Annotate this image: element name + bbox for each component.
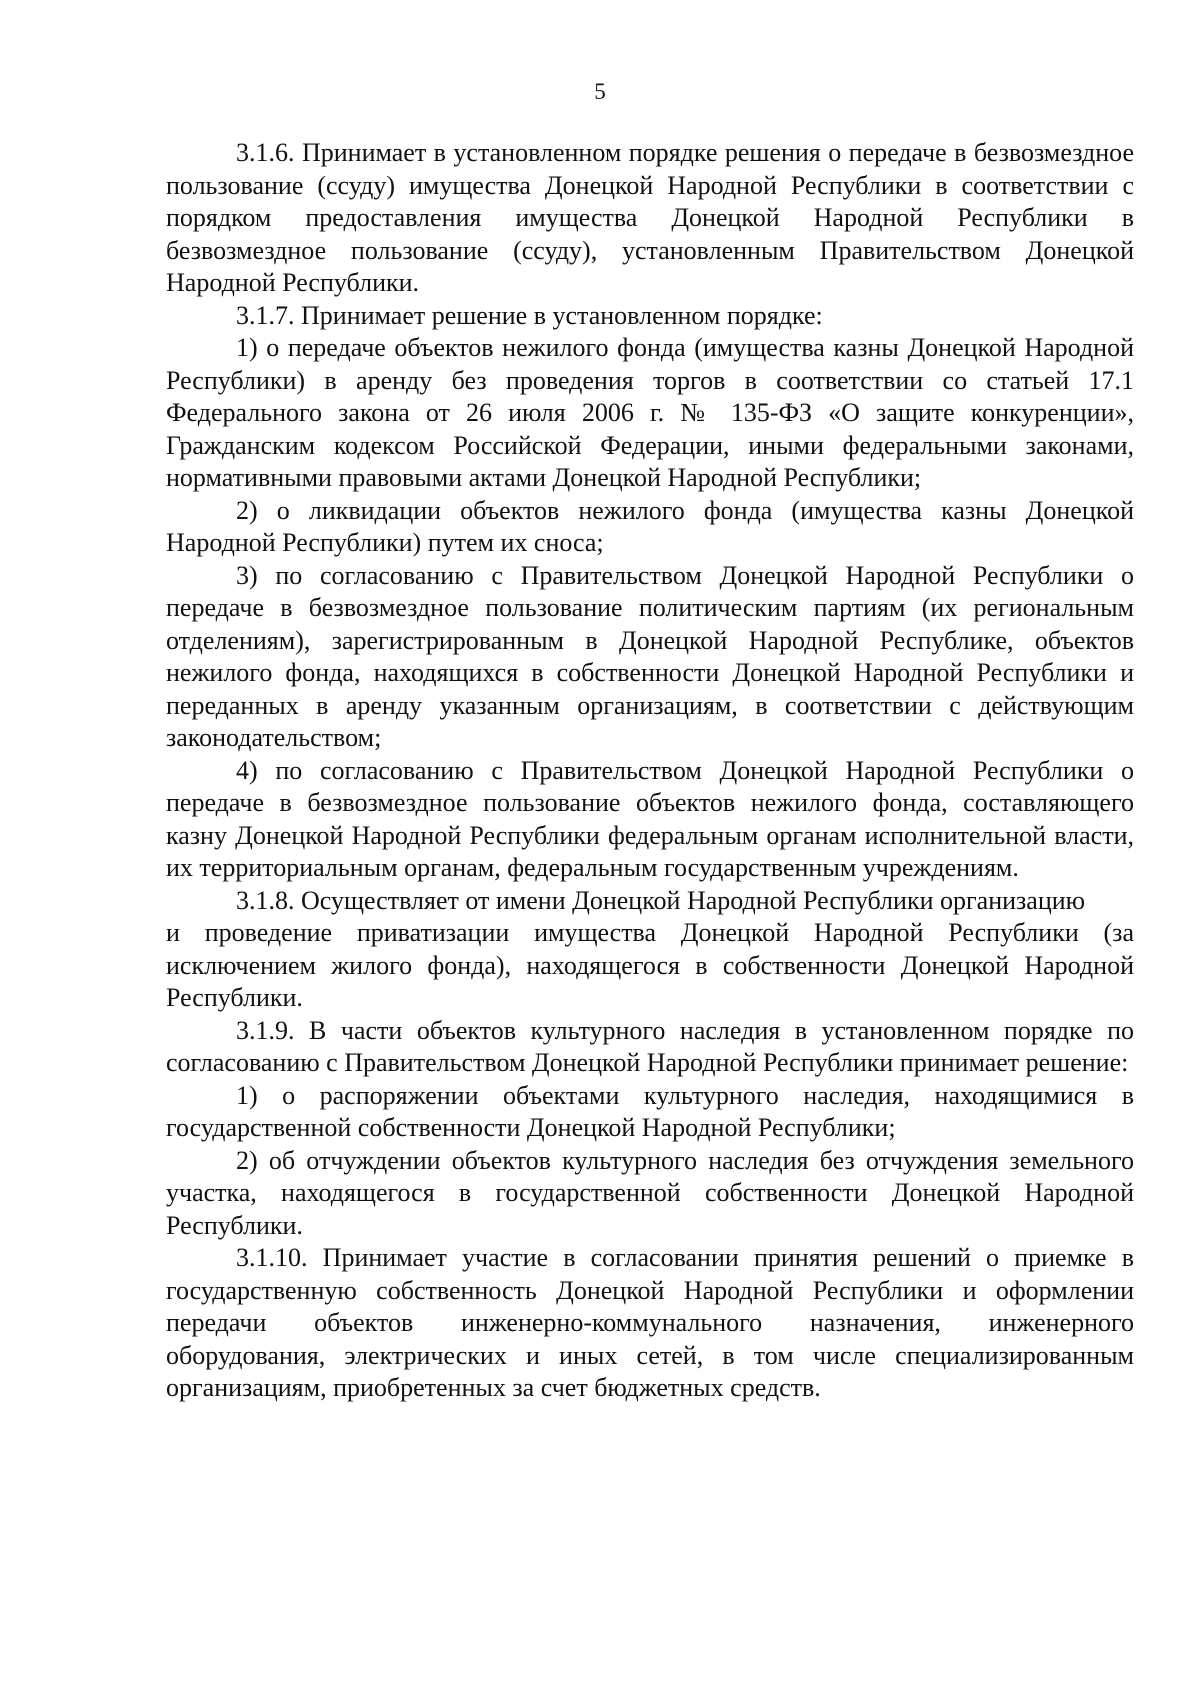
- page-number: 5: [594, 79, 606, 104]
- paragraph-3-1-8: 3.1.8. Осуществляет от имени Донецкой Народной Республики организацию: [236, 885, 1086, 915]
- document-body: [166, 137, 1134, 1405]
- paragraph-3-1-10: 3.1.10. Принимает участие в согласовании принятия решений о приемке в государственную собственность Донецкой Народной Республики и оформлении передачи объектов инженерно-коммунального назначения, инженерного оборудования, электрических и иных сетей, в том числе специализированным организациям, приобретенных за счет бюджетных средств.: [166, 1243, 1134, 1402]
- paragraph-3-1-7-item-2: 2) о ликвидации объектов нежилого фонда (имущества казны Донецкой Народной Республики) путем их сноса;: [166, 495, 1134, 557]
- paragraph-3-1-9: 3.1.9. В части объектов культурного наследия в установленном порядке по согласованию с Правительством Донецкой Народной Республики принимает решение:: [166, 1015, 1134, 1077]
- paragraph-3-1-9-item-1: 1) о распоряжении объектами культурного наследия, находящимися в государственной собственности Донецкой Народной Республики;: [166, 1080, 1134, 1142]
- paragraph-3-1-8-continued: и проведение приватизации имущества Донецкой Народной Республики (за исключением жилого фонда), находящегося в собственности Донецкой Народной Республики.: [166, 918, 1134, 1012]
- paragraph-3-1-9-item-2: 2) об отчуждении объектов культурного наследия без отчуждения земельного участка, находящегося в государственной собственности Донецкой Народной Республики.: [166, 1145, 1134, 1240]
- paragraph-3-1-7-item-4: 4) по согласованию с Правительством Донецкой Народной Республики о передаче в безвозмездное пользование объектов нежилого фонда, составляющего казну Донецкой Народной Республики федеральным органам исполнительной власти, их территориальным органам, федеральным государственным учреждениям.: [166, 755, 1134, 882]
- paragraph-3-1-7-item-1: 1) о передаче объектов нежилого фонда (имущества казны Донецкой Народной Республики) в аренду без проведения торгов в соответствии со статьей 17.1 Федерального закона от 26 июля 2006 г. № 135-ФЗ «О защите конкуренции», Гражданским кодексом Российской Федерации, иными федеральными законами, нормативными правовыми актами Донецкой Народной Республики;: [166, 333, 1134, 492]
- paragraph-3-1-7-item-3: 3) по согласованию с Правительством Донецкой Народной Республики о передаче в безвозмездное пользование политическим партиям (их региональным отделениям), зарегистрированным в Донецкой Народной Республике, объектов нежилого фонда, находящихся в собственности Донецкой Народной Республики и переданных в аренду указанным организациям, в соответствии с действующим законодательством;: [166, 560, 1134, 752]
- paragraph-3-1-6: 3.1.6. Принимает в установленном порядке решения о передаче в безвозмездное пользование (ссуду) имущества Донецкой Народной Республики в соответствии с порядком предоставления имущества Донецкой Народной Республики в безвозмездное пользование (ссуду), установленным Правительством Донецкой Народной Республики.: [166, 138, 1134, 297]
- paragraph-3-1-7: 3.1.7. Принимает решение в установленном порядке:: [236, 300, 823, 330]
